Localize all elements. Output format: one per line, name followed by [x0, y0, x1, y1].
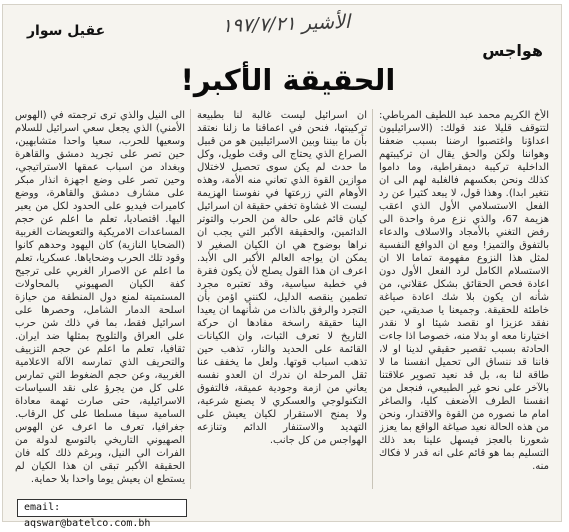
- article-column-middle: [197, 109, 367, 493]
- handwritten-date: الأشير ١٩٧/٧/٢١: [221, 10, 351, 38]
- article-text: الى النيل والذي ترى ترجمته في (الهوس الأمني) الذي يجعل سعي اسرائيل للسلام وسعيها للحرب، سعيا واحدا متشابهين، حين تصر على تجريد دمشق والقاهرة وبغداد من اسباب عمقها الاستراتيجي، وحين تصر على وضع اجهزة انذار مبكر على مشارف دمشق والقاهرة، ووضع كاميرات فيديو على الحدود لكل من يعبر اليها. اقتصاديا، تعلم ما اعلم عن حجم المساعدات الامريكية والتعويضات الغربية (الضحايا النازية) كان اليهود وحدهم كانوا وقود تلك الحرب وضحاياها. عسكريا، تعلم ما اعلم عن الاصرار الغربي على ترجيح كفة الكيان الصهيوني بالمحاولات المستميتة لمنع دول المنطقة من حيازة اسلحة الدمار الشامل، وحصرها على اسرائيل فقط، بما في ذلك شن حرب على العراق والتلويح بمثلها ضد ايران. ثقافيا، تعلم ما اعلم عن حجم التزييف والتحريف الذي تمارسه الآلة الاعلامية الغربية، وعن حجم الضغوط التي تمارس على كل من يجرؤ على نقد السياسات الاسرائيلية، حتى صارت تهمة معاداة السامية سيفا مسلطا على كل الرقاب. جغرافيا، تعرف ما اعرف عن الهوس الصهيوني التاريخي بالتوسع لدولة من الفرات الى النيل، وبرغم ذلك كله فان الحقيقة الأكبر تبقى ان هذا الكيان لم يستطع ان يعيش يوما واحدا بلا حماية.: [15, 110, 185, 485]
- column-divider: [372, 109, 373, 489]
- headline: الحقيقة الأكبر!: [180, 63, 396, 97]
- article-column-right: [379, 109, 549, 493]
- article-column-left: [15, 109, 185, 493]
- article-text: ان اسرائيل ليست غالبة لنا بطبيعة تركيبتها، فنحن في اعماقنا ما زلنا نعتقد بأن ما بيننا وبين الاسرائيليين هو من قبيل الصراع الذي يحتاج الى وقت طويل، وكل ما حدث لم يكن سوى تحصيل لاختلال موازين القوة الذي تعاني منه الأمة، وهذه الأوهام التي زرعتها في نفوسنا الهزيمة ليست الا غشاوة تخفي حقيقة ان اسرائيل كيان قائم على حالة من الحرب والتوتر الدائمين، والحقيقة الأكبر التي يجب ان نراها بوضوح هي ان الكيان الصغير لا يمكن ان يواجه العالم الأكبر الى الأبد. اعرف ان هذا القول يصلح لأن يكون فقرة في خطبة سياسية، وقد تعتبره مجرد تطمين ينقصه الدليل، لكنني اؤمن بأن التجرد والرفق بالذات من شأنهما ان يعيدا الينا حقيقة راسخة مفادها ان حركة التاريخ لا تعرف الثبات، وان الكيانات القائمة على الحديد والنار، تذهب حين تذهب اسباب قوتها. ولعل ما يخفف عنا ثقل المرحلة ان ندرك ان العدو نفسه يعاني من ازمة وجودية عميقة، فالتفوق التكنولوجي والعسكري لا يصنع شرعية، ولا يمنح الاستقرار لكيان يعيش على التهديد والاستنفار الدائم وتنازعه الهواجس من كل جانب.: [197, 110, 367, 446]
- article-text: الأخ الكريم محمد عبد اللطيف المرباطي: لتتوقف قليلا عند قولك: (الاسرائيليون اعداؤنا واغتصبوا ارضنا بسبب ضعفنا وهواننا ولكن والحق يقال ان تركيبتهم الداخلية تركيبة ديمقراطية، وما داموا كذلك ونحن بعكسهم فالغلبة لهم الى ان نتغير ابدا). وهذا قول، لا يبعد كثيرا عن رد الفعل الاستسلامي الأول الذي اعقب هزيمة 67، والذي نزع مرة واحدة الى رفض التغني بالأمجاد والاسلاف والدعاء بالتفوق والتميز! ومع ان الدوافع النفسية لمثل هذا النزوع مفهومة تماما الا ان الاستسلام الكامل لرد الفعل الأول دون اعادة فحص الحقائق بشكل عقلاني، من شأنه ان يكون بلا شك اعادة صياغة خاطئة للحقيقة. وجميعنا يا صديقي، حين نفقد عزيزا او نقصد شيئا او لا نقدر اختيارنا معه او بدلا منه، خصوصا اذا جاءت الحادثة بسبب تقصير حقيقي لدينا او لا، فاننا قد ننساق الى تحميل انفسنا ما لا طاقة لنا به، بل قد نعيد تصوير علاقتنا بالآخر على نحو غير الطبيعي، فنجعل من انفسنا الطرف الأضعف كليا، والصاغر امام ما نصوره من القوة والاقتدار، ونحن من هذه الحالة نعيد صياغة الواقع بما يعزز شعورنا بالعجز فيسهل علينا بعد ذلك التسليم بما هو قائم على انه قدر لا فكاك منه.: [379, 110, 549, 472]
- newspaper-clipping: [2, 4, 562, 529]
- author-email: email: aqswar@batelco.com.bh: [17, 499, 187, 517]
- author-name: عقيل سوار: [27, 23, 106, 39]
- column-name: هواجس: [482, 41, 543, 60]
- column-divider: [190, 109, 191, 489]
